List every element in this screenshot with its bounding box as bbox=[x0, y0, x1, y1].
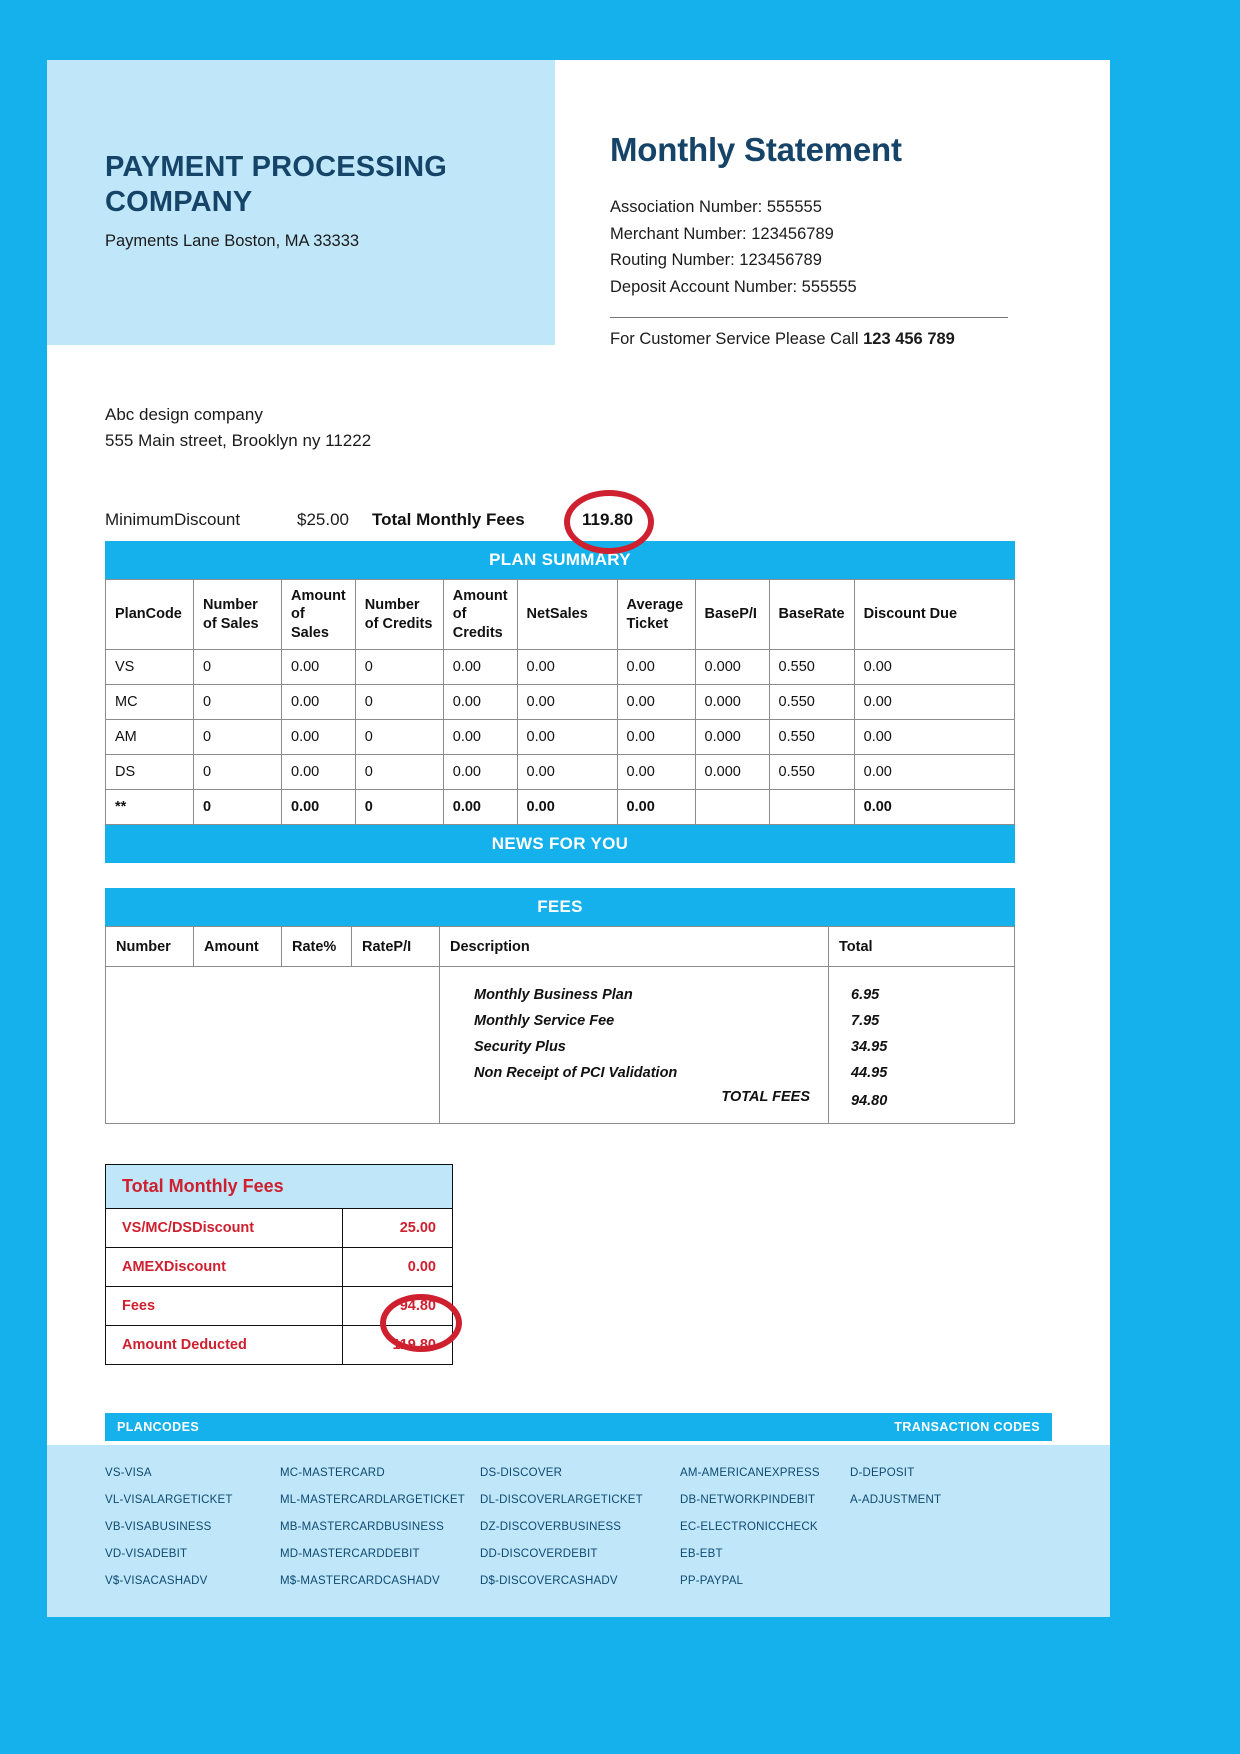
footer-section bbox=[47, 1413, 1110, 1617]
table-cell: 0.00 bbox=[443, 720, 517, 755]
recipient-address: 555 Main street, Brooklyn ny 11222 bbox=[105, 431, 372, 451]
plan-code-item: M$-MASTERCARDCASHADV bbox=[280, 1575, 440, 1588]
col-amount-of-sales: Amount of Sales bbox=[282, 579, 356, 650]
total-monthly-fees-table bbox=[105, 1164, 453, 1365]
company-name: PAYMENT PROCESSING COMPANY bbox=[105, 151, 447, 219]
fee-total: 7.95 bbox=[851, 1013, 880, 1030]
table-cell: 0.00 bbox=[617, 720, 695, 755]
table-cell: 0.00 bbox=[443, 685, 517, 720]
minimum-discount-label: MinimumDiscount bbox=[105, 509, 241, 529]
summary-label: Amount Deducted bbox=[106, 1326, 343, 1365]
summary-label: VS/MC/DSDiscount bbox=[106, 1209, 343, 1248]
plan-code-item: MC-MASTERCARD bbox=[280, 1467, 385, 1480]
table-cell: 0 bbox=[355, 790, 443, 825]
fees-description-cell bbox=[440, 967, 829, 1124]
totals-strip bbox=[105, 507, 1015, 541]
table-cell: 0 bbox=[194, 755, 282, 790]
plan-summary-table bbox=[105, 579, 1015, 826]
table-cell bbox=[695, 790, 769, 825]
plan-code-item: VB-VISABUSINESS bbox=[105, 1521, 212, 1534]
plan-code-item: VS-VISA bbox=[105, 1467, 152, 1480]
col-plancode: PlanCode bbox=[106, 579, 194, 650]
table-row bbox=[106, 685, 1015, 720]
col-number-of-sales: Number of Sales bbox=[194, 579, 282, 650]
table-cell: VS bbox=[106, 650, 194, 685]
customer-service-prefix: For Customer Service Please Call bbox=[610, 329, 864, 348]
table-cell: 0.550 bbox=[769, 650, 854, 685]
plan-code-item: AM-AMERICANEXPRESS bbox=[680, 1467, 820, 1480]
table-cell: 0.00 bbox=[517, 755, 617, 790]
table-cell: 0.000 bbox=[695, 650, 769, 685]
plan-code-spacer bbox=[850, 1548, 1050, 1560]
plan-code-item: DS-DISCOVER bbox=[480, 1467, 563, 1480]
divider bbox=[610, 317, 1008, 318]
summary-row bbox=[106, 1209, 453, 1248]
table-cell: 0.550 bbox=[769, 720, 854, 755]
table-row bbox=[106, 967, 1015, 1124]
plan-code-item: A-ADJUSTMENT bbox=[850, 1494, 942, 1507]
association-number: Association Number: 555555 bbox=[610, 198, 822, 216]
table-cell: 0.00 bbox=[517, 650, 617, 685]
recipient-block bbox=[105, 402, 1110, 455]
plan-code-item: VD-VISADEBIT bbox=[105, 1548, 188, 1561]
summary-title: Total Monthly Fees bbox=[106, 1165, 453, 1209]
recipient-company: Abc design company bbox=[105, 405, 263, 424]
table-cell: 0.000 bbox=[695, 755, 769, 790]
col-rate-percent: Rate% bbox=[282, 927, 352, 967]
footer-body bbox=[47, 1445, 1110, 1617]
total-fees-value: 94.80 bbox=[851, 1093, 888, 1110]
plan-code-spacer bbox=[850, 1575, 1050, 1587]
plan-code-item: ML-MASTERCARDLARGETICKET bbox=[280, 1494, 465, 1507]
table-cell: 0 bbox=[194, 685, 282, 720]
plan-code-item: DB-NETWORKPINDEBIT bbox=[680, 1494, 816, 1507]
table-cell: 0 bbox=[194, 790, 282, 825]
table-cell: 0.000 bbox=[695, 720, 769, 755]
table-cell: 0 bbox=[355, 685, 443, 720]
table-cell: 0.00 bbox=[854, 650, 1014, 685]
plan-code-item: PP-PAYPAL bbox=[680, 1575, 744, 1588]
plan-code-item: D-DEPOSIT bbox=[850, 1467, 915, 1480]
plan-code-item: MB-MASTERCARDBUSINESS bbox=[280, 1521, 444, 1534]
summary-label: Fees bbox=[106, 1287, 343, 1326]
total-monthly-fees-section bbox=[105, 1164, 453, 1365]
total-fees-label: TOTAL FEES bbox=[721, 1089, 810, 1106]
table-cell: ** bbox=[106, 790, 194, 825]
table-cell: MC bbox=[106, 685, 194, 720]
fee-description: Monthly Business Plan bbox=[474, 987, 633, 1004]
plan-code-item: D$-DISCOVERCASHADV bbox=[480, 1575, 618, 1588]
table-cell: 0.00 bbox=[443, 650, 517, 685]
fee-total: 44.95 bbox=[851, 1065, 888, 1082]
table-cell: 0.00 bbox=[617, 755, 695, 790]
news-for-you-band: NEWS FOR YOU bbox=[105, 825, 1015, 863]
plan-code-spacer bbox=[850, 1521, 1050, 1533]
table-cell: 0.00 bbox=[617, 790, 695, 825]
col-ratepi: RateP/I bbox=[352, 927, 440, 967]
table-cell: 0.00 bbox=[282, 755, 356, 790]
customer-service-line bbox=[610, 330, 1080, 349]
plan-summary-section bbox=[105, 541, 1015, 864]
summary-value: 25.00 bbox=[343, 1209, 453, 1248]
table-row bbox=[106, 720, 1015, 755]
plan-code-item: DL-DISCOVERLARGETICKET bbox=[480, 1494, 643, 1507]
table-cell: 0.00 bbox=[282, 685, 356, 720]
table-cell: 0.00 bbox=[854, 790, 1014, 825]
fee-description: Non Receipt of PCI Validation bbox=[474, 1065, 678, 1082]
table-cell: 0 bbox=[355, 720, 443, 755]
summary-header-row bbox=[106, 1165, 453, 1209]
statement-page bbox=[47, 60, 1110, 1588]
plan-code-item: DZ-DISCOVERBUSINESS bbox=[480, 1521, 622, 1534]
table-cell: DS bbox=[106, 755, 194, 790]
table-cell: 0 bbox=[194, 650, 282, 685]
total-monthly-fees-label: Total Monthly Fees bbox=[372, 509, 525, 529]
page-title: Monthly Statement bbox=[610, 131, 902, 168]
plan-code-item: DD-DISCOVERDEBIT bbox=[480, 1548, 598, 1561]
routing-number: Routing Number: 123456789 bbox=[610, 251, 822, 270]
fee-description: Monthly Service Fee bbox=[474, 1013, 615, 1030]
table-cell: 0.00 bbox=[854, 685, 1014, 720]
col-baserate: BaseRate bbox=[769, 579, 854, 650]
summary-row bbox=[106, 1287, 453, 1326]
col-amount-of-credits: Amount of Credits bbox=[443, 579, 517, 650]
plancodes-label: PLANCODES bbox=[117, 1420, 200, 1435]
fee-description: Security Plus bbox=[474, 1039, 566, 1056]
customer-service-phone: 123 456 789 bbox=[863, 329, 955, 348]
col-basepi: BaseP/I bbox=[695, 579, 769, 650]
plan-code-item: V$-VISACASHADV bbox=[105, 1575, 208, 1588]
table-cell: 0.00 bbox=[443, 790, 517, 825]
plan-summary-band: PLAN SUMMARY bbox=[105, 541, 1015, 579]
col-number-of-credits: Number of Credits bbox=[355, 579, 443, 650]
table-cell bbox=[769, 790, 854, 825]
col-description: Description bbox=[440, 927, 829, 967]
plan-code-item: EC-ELECTRONICCHECK bbox=[680, 1521, 818, 1534]
table-cell: 0 bbox=[194, 720, 282, 755]
fees-total-cell bbox=[829, 967, 1015, 1124]
summary-value: 0.00 bbox=[343, 1248, 453, 1287]
summary-label: AMEXDiscount bbox=[106, 1248, 343, 1287]
table-cell: 0.00 bbox=[617, 685, 695, 720]
deposit-account-number: Deposit Account Number: 555555 bbox=[610, 278, 857, 297]
table-cell: AM bbox=[106, 720, 194, 755]
table-row bbox=[106, 755, 1015, 790]
footer-band bbox=[105, 1413, 1052, 1441]
col-average-ticket: Average Ticket bbox=[617, 579, 695, 650]
fees-blank-cells bbox=[106, 967, 440, 1124]
table-row bbox=[106, 790, 1015, 825]
summary-value: 119.80 bbox=[343, 1326, 453, 1365]
fees-table bbox=[105, 926, 1015, 1124]
table-cell: 0.00 bbox=[517, 685, 617, 720]
table-cell: 0.00 bbox=[854, 720, 1014, 755]
summary-row bbox=[106, 1326, 453, 1365]
summary-row bbox=[106, 1248, 453, 1287]
fees-band: FEES bbox=[105, 888, 1015, 926]
table-row bbox=[106, 650, 1015, 685]
table-cell: 0.00 bbox=[617, 650, 695, 685]
col-discount-due: Discount Due bbox=[854, 579, 1014, 650]
table-cell: 0.00 bbox=[854, 755, 1014, 790]
table-cell: 0.00 bbox=[517, 790, 617, 825]
total-monthly-fees-value: 119.80 bbox=[582, 509, 634, 529]
fee-total: 6.95 bbox=[851, 987, 880, 1004]
transaction-codes-label: TRANSACTION CODES bbox=[894, 1420, 1040, 1435]
plan-code-item: MD-MASTERCARDDEBIT bbox=[280, 1548, 420, 1561]
fee-total: 34.95 bbox=[851, 1039, 888, 1056]
summary-value: 94.80 bbox=[343, 1287, 453, 1326]
brand-panel bbox=[47, 60, 555, 345]
table-cell: 0.550 bbox=[769, 755, 854, 790]
col-total: Total bbox=[829, 927, 1015, 967]
statement-info bbox=[610, 60, 1080, 349]
table-cell: 0.00 bbox=[282, 650, 356, 685]
table-cell: 0.00 bbox=[443, 755, 517, 790]
statement-header bbox=[47, 60, 1110, 348]
plan-code-item: EB-EBT bbox=[680, 1548, 723, 1561]
table-header-row bbox=[106, 927, 1015, 967]
col-amount: Amount bbox=[194, 927, 282, 967]
col-number: Number bbox=[106, 927, 194, 967]
table-cell: 0.000 bbox=[695, 685, 769, 720]
table-cell: 0.00 bbox=[517, 720, 617, 755]
fees-section bbox=[105, 888, 1015, 1124]
table-cell: 0 bbox=[355, 755, 443, 790]
company-address: Payments Lane Boston, MA 33333 bbox=[105, 231, 360, 250]
table-header-row bbox=[106, 579, 1015, 650]
table-cell: 0 bbox=[355, 650, 443, 685]
merchant-number: Merchant Number: 123456789 bbox=[610, 224, 834, 243]
minimum-discount-value: $25.00 bbox=[297, 509, 349, 529]
table-cell: 0.550 bbox=[769, 685, 854, 720]
table-cell: 0.00 bbox=[282, 790, 356, 825]
table-cell: 0.00 bbox=[282, 720, 356, 755]
plan-code-item: VL-VISALARGETICKET bbox=[105, 1494, 233, 1507]
col-netsales: NetSales bbox=[517, 579, 617, 650]
